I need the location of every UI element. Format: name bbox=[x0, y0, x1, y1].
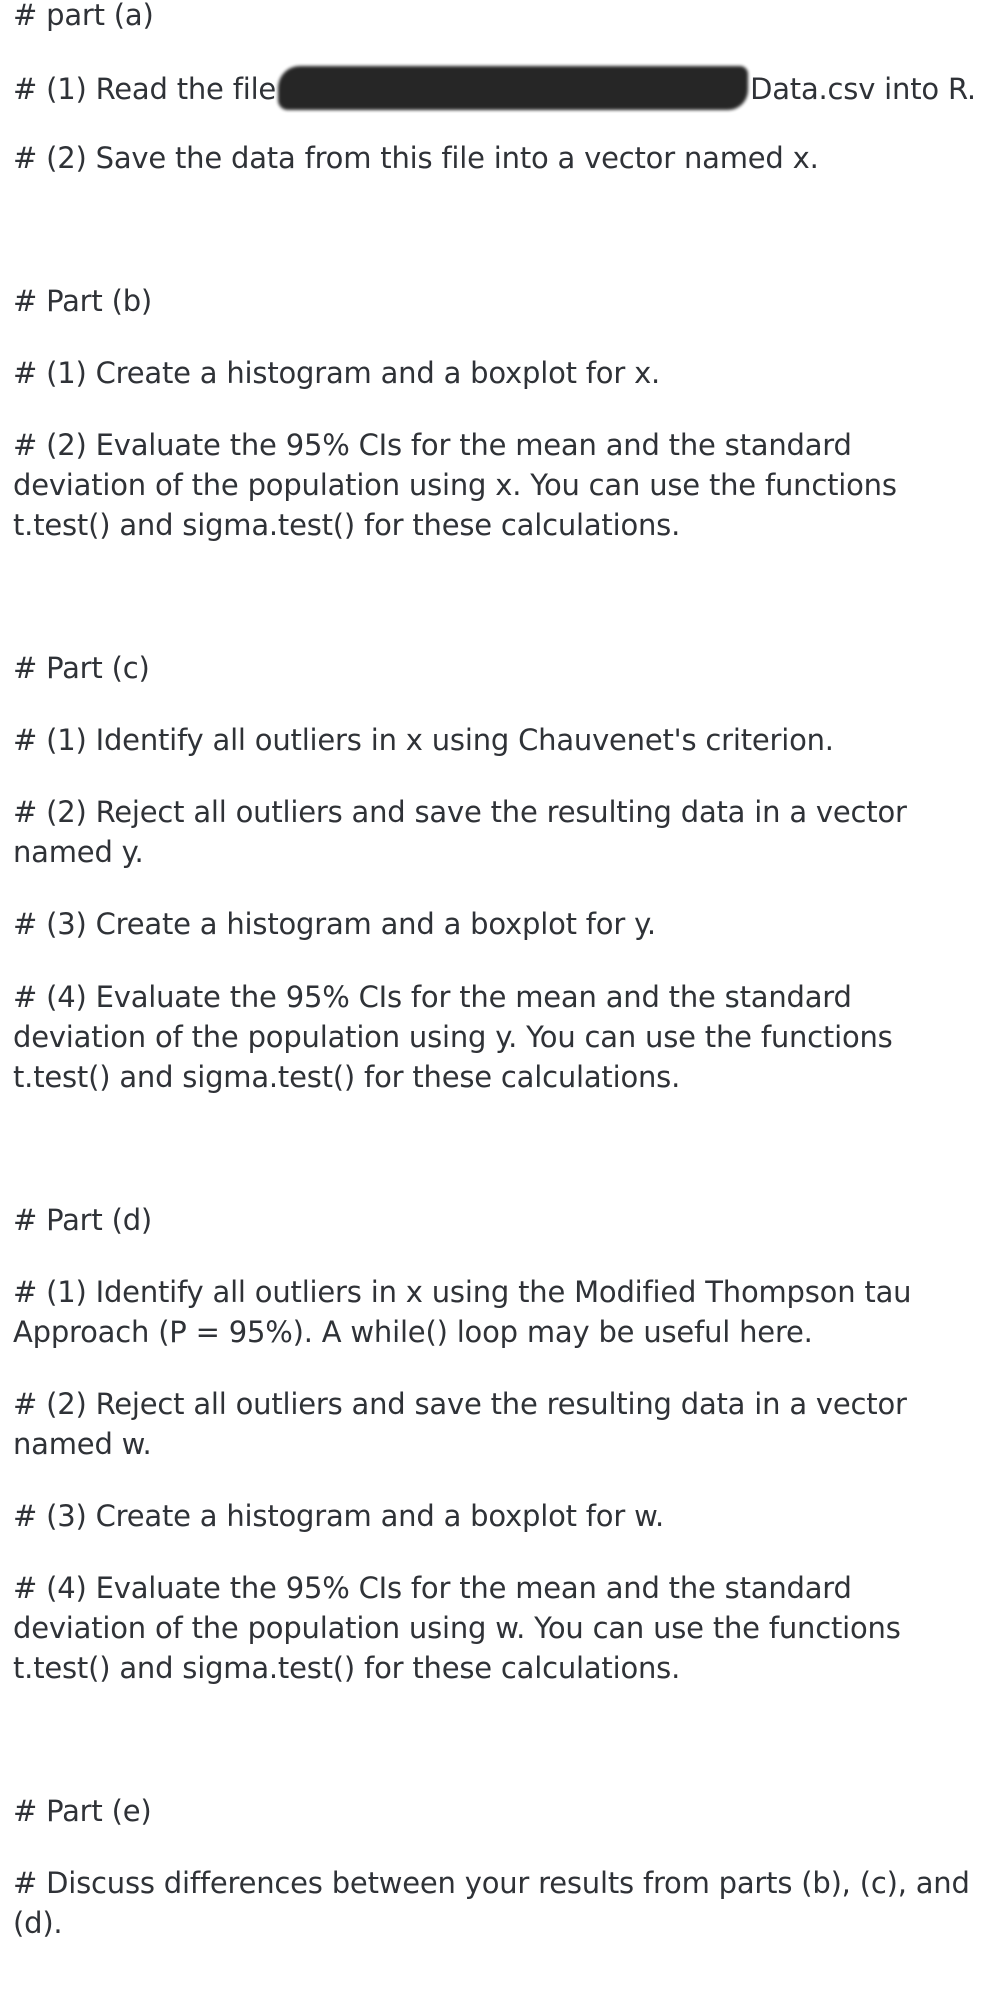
step-1-suffix: Data.csv into R. bbox=[750, 72, 976, 106]
part-b-heading: # Part (b) bbox=[13, 284, 153, 318]
part-c-step-1: # (1) Identify all outliers in x using Chauvenet's criterion. bbox=[13, 723, 834, 757]
part-a-step-2: # (2) Save the data from this file into a vector named x. bbox=[13, 141, 819, 175]
part-e-discuss-line-2: (d). bbox=[13, 1906, 63, 1940]
part-d-step-3: # (3) Create a histogram and a boxplot for w. bbox=[13, 1499, 664, 1533]
part-d-step-1-line-2: Approach (P = 95%). A while() loop may be useful here. bbox=[13, 1315, 813, 1349]
part-c-heading: # Part (c) bbox=[13, 651, 150, 685]
part-d-heading: # Part (d) bbox=[13, 1203, 153, 1237]
part-d-step-4-line-3: t.test() and sigma.test() for these calculations. bbox=[13, 1651, 681, 1685]
part-d-step-4-line-1: # (4) Evaluate the 95% CIs for the mean and the standard bbox=[13, 1571, 852, 1605]
part-b-step-1: # (1) Create a histogram and a boxplot for x. bbox=[13, 356, 661, 390]
step-1-prefix: # (1) Read the file bbox=[13, 72, 277, 106]
part-e-heading: # Part (e) bbox=[13, 1794, 152, 1828]
part-a-heading: # part (a) bbox=[13, 0, 154, 32]
part-b-step-2-line-3: t.test() and sigma.test() for these calculations. bbox=[13, 508, 681, 542]
part-b-step-2-line-2: deviation of the population using x. You can use the functions bbox=[13, 468, 897, 502]
redacted-filename bbox=[278, 66, 748, 110]
part-a-step-1 bbox=[13, 66, 976, 110]
part-c-step-2-line-2: named y. bbox=[13, 835, 144, 869]
part-e-discuss-line-1: # Discuss differences between your results from parts (b), (c), and bbox=[13, 1866, 970, 1900]
part-c-step-3: # (3) Create a histogram and a boxplot for y. bbox=[13, 907, 656, 941]
part-b-step-2-line-1: # (2) Evaluate the 95% CIs for the mean and the standard bbox=[13, 428, 852, 462]
part-c-step-2-line-1: # (2) Reject all outliers and save the resulting data in a vector bbox=[13, 795, 907, 829]
part-d-step-4-line-2: deviation of the population using w. You can use the functions bbox=[13, 1611, 901, 1645]
part-c-step-4-line-3: t.test() and sigma.test() for these calculations. bbox=[13, 1060, 681, 1094]
part-c-step-4-line-1: # (4) Evaluate the 95% CIs for the mean and the standard bbox=[13, 980, 852, 1014]
part-d-step-2-line-1: # (2) Reject all outliers and save the resulting data in a vector bbox=[13, 1387, 907, 1421]
part-d-step-2-line-2: named w. bbox=[13, 1427, 152, 1461]
part-c-step-4-line-2: deviation of the population using y. You can use the functions bbox=[13, 1020, 893, 1054]
part-d-step-1-line-1: # (1) Identify all outliers in x using the Modified Thompson tau bbox=[13, 1275, 912, 1309]
